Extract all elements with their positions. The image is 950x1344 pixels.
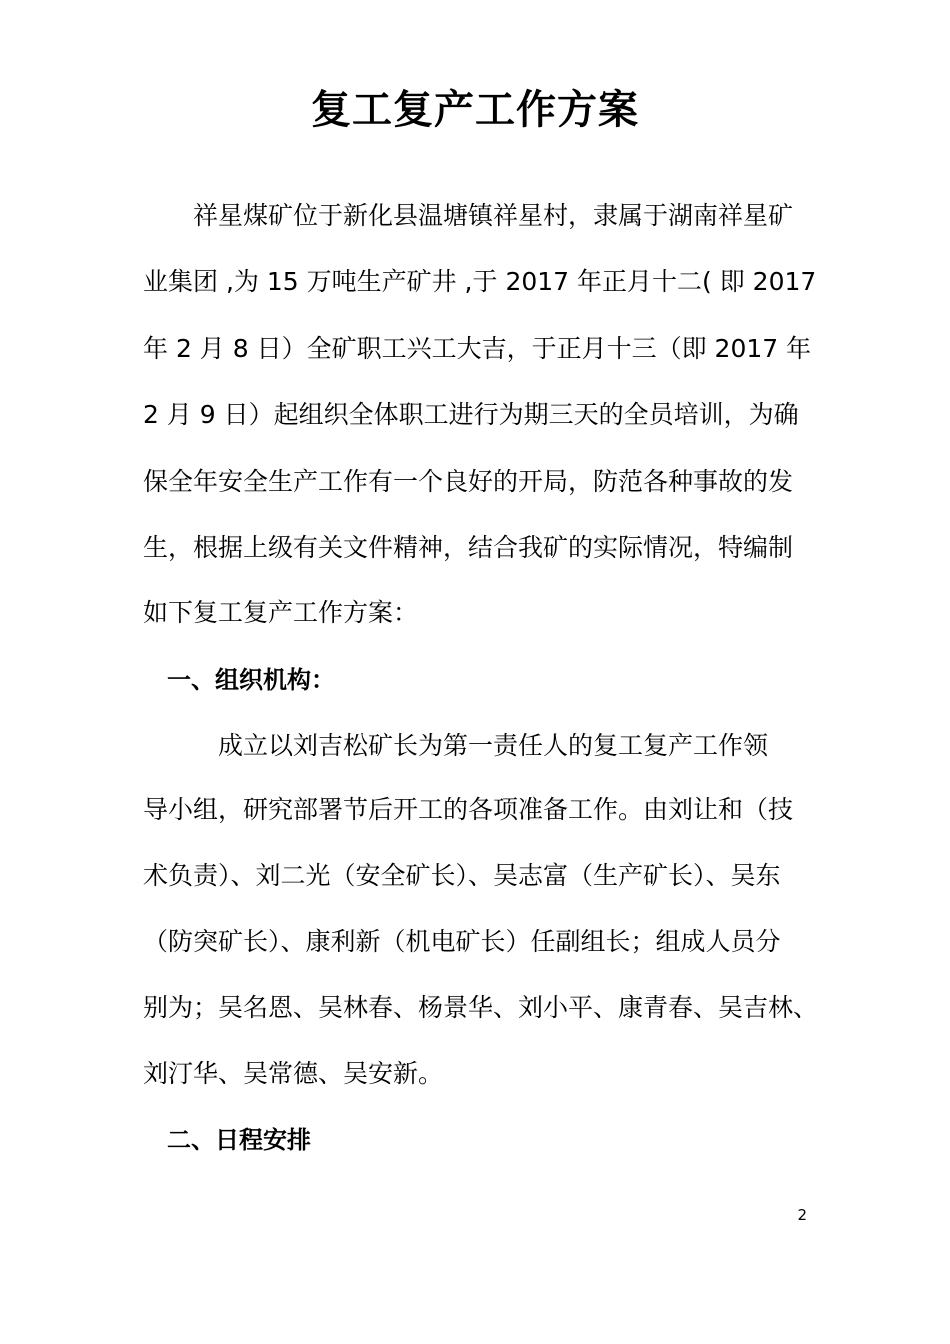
section1-line-4: （防突矿长）、康利新（机电矿长）任副组长；组成人员分 — [143, 927, 781, 956]
section1-line-2: 导小组，研究部署节后开工的各项准备工作。由刘让和（技 — [143, 795, 794, 824]
intro-line-6: 生，根据上级有关文件精神，结合我矿的实际情况，特编制 — [143, 533, 794, 562]
section1-line-1: 成立以刘吉松矿长为第一责任人的复工复产工作领 — [143, 731, 769, 760]
page-number: 2 — [797, 1206, 807, 1224]
section1-line-5: 别为；吴名恩、吴林春、杨景华、刘小平、康青春、吴吉林、 — [143, 993, 819, 1022]
intro-line-3: 年 2 月 8 日）全矿职工兴工大吉，于正月十三（即 2017 年 — [143, 334, 812, 363]
intro-line-1: 祥星煤矿位于新化县温塘镇祥星村，隶属于湖南祥星矿 — [143, 201, 794, 230]
intro-line-5: 保全年安全生产工作有一个良好的开局，防范各种事故的发 — [143, 467, 794, 496]
section1-line-6: 刘汀华、吴常德、吴安新。 — [143, 1059, 444, 1088]
document-title: 复工复产工作方案 — [311, 87, 639, 133]
section1-line-3: 术负责）、刘二光（安全矿长）、吴志富（生产矿长）、吴东 — [143, 861, 781, 890]
intro-line-7: 如下复工复产工作方案： — [143, 598, 419, 627]
intro-line-2: 业集团 ,为 15 万吨生产矿井 ,于 2017 年正月十二( 即 2017 — [143, 267, 817, 296]
intro-line-4: 2 月 9 日）起组织全体职工进行为期三天的全员培训，为确 — [143, 400, 799, 429]
section-heading-schedule: 二、日程安排 — [143, 1126, 311, 1154]
section-heading-organization: 一、组织机构： — [143, 666, 335, 694]
